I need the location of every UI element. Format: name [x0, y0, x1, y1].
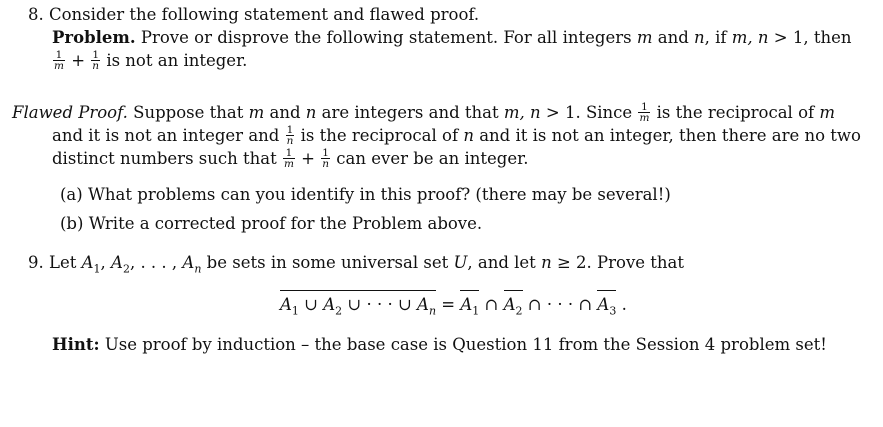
fraction-1-over-m: $\frac{1}{m}$ [283, 147, 294, 170]
q8-intro: Consider the following statement and flawed proof. [49, 5, 480, 24]
flawed-2a: and it is not an integer and [52, 126, 280, 145]
q8-problem-line-2: $\frac{1}{m}$ + $\frac{1}{n}$ is not an integer. [54, 49, 248, 72]
flawed-1c: are integers and that [321, 103, 499, 122]
q9-text-d: Prove that [597, 253, 684, 272]
flawed-proof-label: Flawed Proof. [12, 103, 128, 122]
q9-number: 9. [28, 253, 44, 272]
flawed-2c: and it is not an integer, then there are no two [479, 126, 861, 145]
flawed-1e: is the reciprocal of [656, 103, 815, 122]
problem-text-b: and [657, 28, 689, 47]
problem-text-d: , then [803, 28, 852, 47]
q9-line-1: 9. Let $A_1$, $A_2$, . . . , $A_n$ be sets in some universal set U, and let n ≥ 2. Prove that [28, 253, 684, 276]
flawed-proof-line-2: and it is not an integer and $\frac{1}{n}$ is the reciprocal of n and it is not an integer, then there are no two [52, 124, 861, 147]
subquestion-a-label: (a) [60, 185, 83, 204]
flawed-2b: is the reciprocal of [300, 126, 459, 145]
q8-line-1 [28, 4, 479, 26]
subquestion-a [60, 184, 671, 206]
flawed-1b: and [269, 103, 301, 122]
subquestion-b-text: Write a corrected proof for the Problem above. [88, 214, 483, 233]
q9-text-c: , and let [467, 253, 536, 272]
flawed-1d: Since [585, 103, 633, 122]
q9-hint [52, 334, 827, 356]
subquestion-b-label: (b) [60, 214, 84, 233]
subquestion-a-text: What problems can you identify in this proof? (there may be several!) [87, 185, 671, 204]
fraction-1-over-m: $\frac{1}{m}$ [639, 101, 650, 124]
fraction-1-over-n: $\frac{1}{n}$ [92, 49, 100, 72]
fraction-1-over-m: $\frac{1}{m}$ [54, 49, 64, 72]
problem-text-c: , if [704, 28, 727, 47]
problem-label: Problem. [52, 28, 136, 47]
flawed-3a: distinct numbers such that [52, 149, 277, 168]
flawed-3b: can ever be an integer. [336, 149, 529, 168]
problem-text-a: Prove or disprove the following statement. For all integers [140, 28, 632, 47]
subquestion-b [60, 213, 482, 235]
fraction-1-over-n: $\frac{1}{n}$ [322, 147, 330, 170]
fraction-1-over-n: $\frac{1}{n}$ [286, 124, 294, 147]
q8-number: 8. [28, 5, 44, 24]
flawed-proof-line-3: distinct numbers such that $\frac{1}{m}$ + $\frac{1}{n}$ can ever be an integer. [52, 147, 529, 170]
flawed-proof-line-1: Flawed Proof. Suppose that m and n are integers and that m, n > 1. Since $\frac{1}{m}$ is the reciprocal of m [12, 101, 836, 124]
de-morgan-equation: $A_1$ ∪ $A_2$ ∪ · · · ∪ $A_n = A_1$ ∩ $A_2$ ∩ · · · ∩ $A_3$ . [280, 290, 627, 324]
hint-text: Use proof by induction – the base case is Question 11 from the Session 4 problem set! [104, 335, 827, 354]
union-complement: $A_1$ ∪ $A_2$ ∪ · · · ∪ $A_n$ [280, 290, 436, 324]
q9-text-b: be sets in some universal set [206, 253, 449, 272]
flawed-1a: Suppose that [133, 103, 244, 122]
q9-text-a: Let [49, 253, 77, 272]
problem-text-e: is not an integer. [106, 51, 248, 70]
q8-problem-line-1: Problem. Prove or disprove the following statement. For all integers m and n, if m, n > 1, then [52, 28, 852, 47]
hint-label: Hint: [52, 335, 100, 354]
